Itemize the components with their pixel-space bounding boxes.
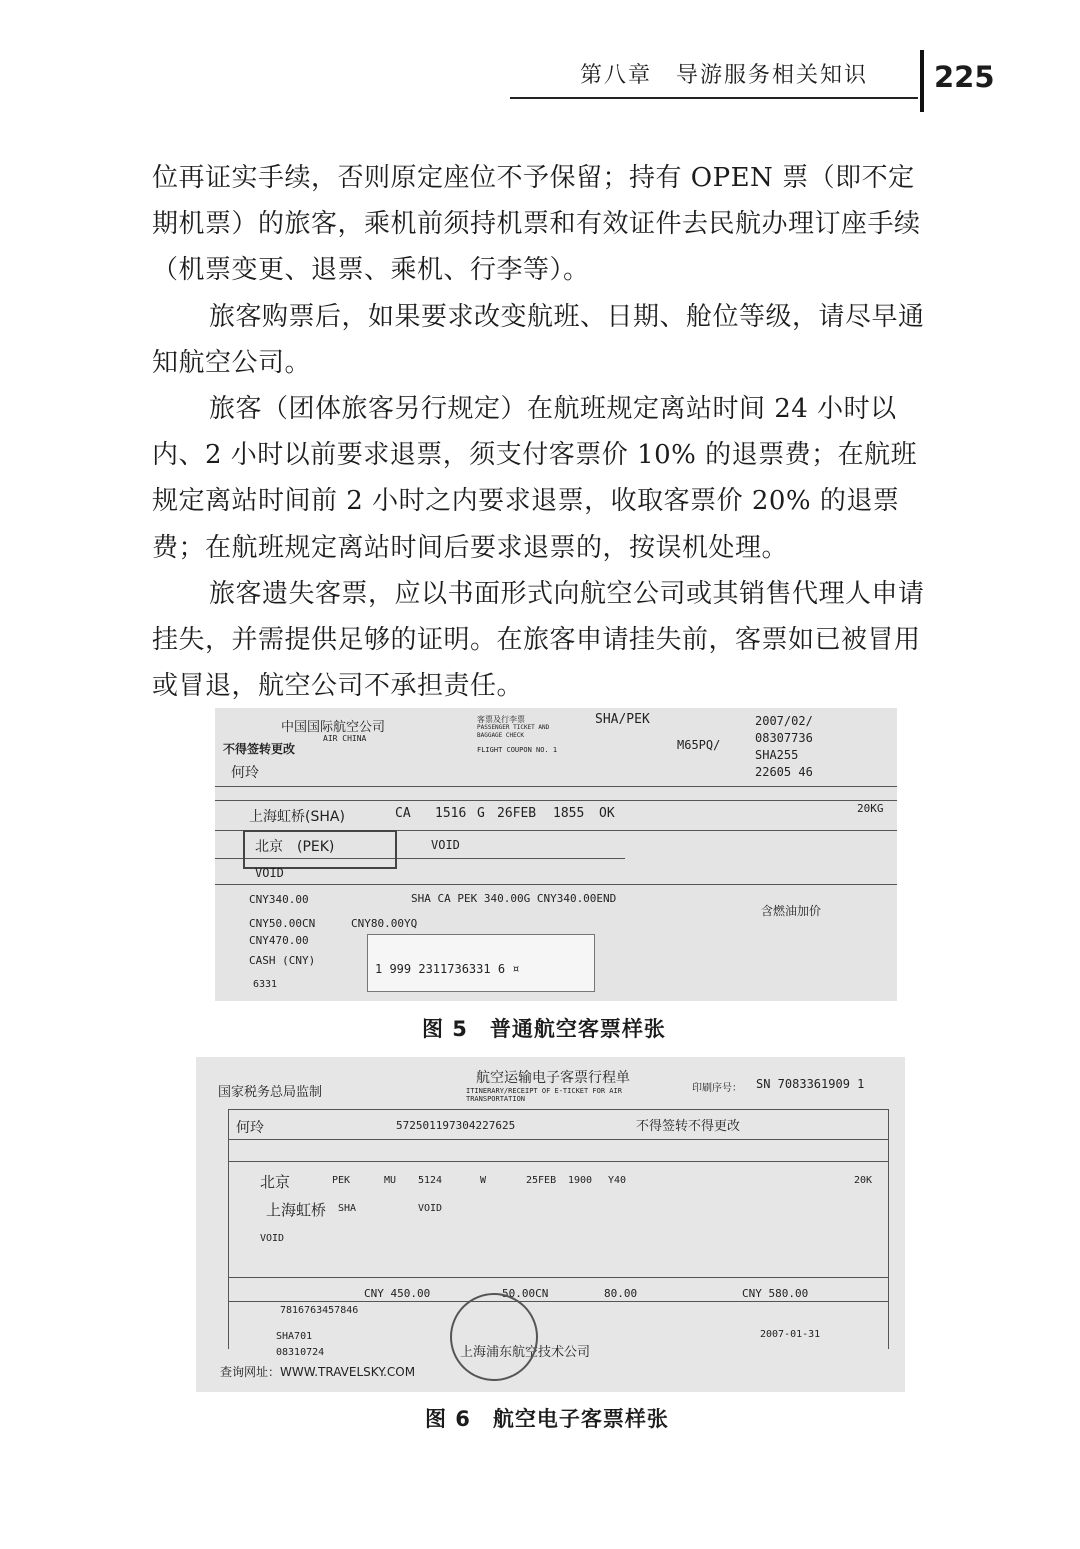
page-number: 225 (934, 60, 995, 94)
header-rule (510, 97, 918, 99)
paragraph-change-flight: 旅客购票后，如果要求改变航班、日期、舱位等级，请尽早通知航空公司。 (152, 301, 925, 378)
ticket-date: 26FEB (497, 806, 537, 821)
eticket-baggage-allow: 20K (854, 1175, 873, 1186)
ticket-void-segment: VOID (431, 838, 460, 852)
paragraph-lost-ticket: 旅客遗失客票，应以书面形式向航空公司或其销售代理人申请挂失，并需提供足够的证明。在旅客申请挂失前，客票如已被冒用或冒退，航空公司不承担责任。 (152, 578, 925, 702)
ticket-agent-code: 08307736 (755, 731, 813, 745)
eticket-rule (228, 1109, 888, 1110)
eticket-tax-cn: 50.00CN (502, 1287, 549, 1300)
ticket-status: OK (599, 806, 615, 821)
ticket-issue-date: 2007/02/ (755, 714, 813, 728)
ticket-fuel-note: 含燃油加价 (761, 904, 822, 918)
ticket-endorsement: 不得签转更改 (223, 742, 296, 756)
eticket-date: 25FEB (526, 1175, 557, 1186)
figure5-caption: 图 5 普通航空客票样张 (422, 1017, 666, 1041)
ticket-number: 1 999 2311736331 6 ¤ (375, 962, 520, 976)
eticket-to-city: 上海虹桥 (266, 1201, 327, 1219)
eticket-endorsement: 不得签转不得更改 (636, 1119, 741, 1134)
ticket-baggage-allow: 20KG (857, 802, 884, 815)
ticket-serial: 6331 (253, 979, 278, 990)
eticket-rule (228, 1161, 888, 1162)
ticket-to-city: 北京 (PEK) (255, 839, 335, 855)
eticket-rule (228, 1277, 888, 1278)
eticket-rule (228, 1139, 888, 1140)
ticket-airline-cn: 中国国际航空公司 (281, 720, 386, 735)
eticket-fare-basis: Y40 (608, 1175, 627, 1186)
paragraph-continuation: 位再证实手续，否则原定座位不予保留；持有 OPEN 票（即不定期机票）的旅客，乘机前须持机票和有效证件去民航办理订座手续（机票变更、退票、乘机、行李等）。 (152, 163, 921, 286)
eticket-to-code: SHA (338, 1203, 357, 1214)
ticket-fare-calc: SHA CA PEK 340.00G CNY340.00END (411, 892, 617, 905)
issuer-stamp (450, 1293, 538, 1381)
ticket-rule (215, 884, 897, 885)
eticket-serial-no: SN 7083361909 1 (756, 1077, 865, 1091)
ticket-from-city: 上海虹桥(SHA) (249, 809, 345, 825)
ticket-payment: CASH (CNY) (249, 954, 316, 967)
eticket-rule (228, 1301, 888, 1302)
ticket-route-code: SHA/PEK (595, 712, 650, 727)
ticket-office: SHA255 (755, 748, 799, 762)
figure-eticket-itinerary (196, 1057, 905, 1392)
paragraph-refund-rules: 旅客（团体旅客另行规定）在航班规定离站时间 24 小时以内、2 小时以前要求退票，须支付客票价 10% 的退票费；在航班规定离站时间前 2 小时之内要求退票，收取客票价 20% 的退票费；在航班规定离站时间后要求退票的，按误机处理。 (152, 394, 918, 563)
eticket-supervisor: 国家税务总局监制 (218, 1085, 323, 1100)
eticket-passenger: 何玲 (236, 1120, 264, 1136)
ticket-coupon: FLIGHT COUPON NO. 1 (477, 746, 558, 754)
eticket-number: 7816763457846 (280, 1305, 359, 1316)
eticket-serial-label: 印刷序号： (692, 1083, 742, 1094)
eticket-rule (228, 1109, 229, 1349)
figure6-caption: 图 6 航空电子客票样张 (425, 1407, 669, 1431)
eticket-title-en: ITINERARY/RECEIPT OF E-TICKET FOR AIR TRANSPORTATION (466, 1087, 622, 1103)
eticket-id-no: 572501197304227625 (396, 1119, 516, 1132)
ticket-doc-title-en: PASSENGER TICKET AND BAGGAGE CHECK (477, 724, 550, 739)
eticket-time: 1900 (568, 1175, 593, 1186)
ticket-tax-yq: CNY80.00YQ (351, 917, 418, 930)
eticket-rule (888, 1109, 889, 1349)
eticket-agent-code: SHA701 (276, 1331, 313, 1342)
eticket-flight: 5124 (418, 1175, 443, 1186)
body-text (152, 155, 932, 709)
eticket-title-cn: 航空运输电子客票行程单 (476, 1070, 630, 1086)
ticket-flight: 1516 (435, 806, 467, 821)
eticket-from-code: PEK (332, 1175, 351, 1186)
eticket-agent-no: 08310724 (276, 1347, 325, 1358)
header-vertical-bar (920, 50, 924, 112)
eticket-issue-date: 2007-01-31 (760, 1329, 821, 1340)
ticket-time: 1855 (553, 806, 585, 821)
eticket-query-url: 查询网址：WWW.TRAVELSKY.COM (220, 1365, 416, 1379)
ticket-fare: CNY340.00 (249, 893, 309, 906)
eticket-class: W (480, 1175, 487, 1186)
ticket-doc-title-cn: 客票及行李票 (477, 715, 525, 724)
ticket-rule (215, 800, 897, 801)
ticket-agent-no: 22605 46 (755, 765, 813, 779)
eticket-void-segment: VOID (418, 1203, 443, 1214)
ticket-airline-en: AIR CHINA (323, 734, 367, 743)
eticket-fare: CNY 450.00 (364, 1287, 431, 1300)
ticket-total: CNY470.00 (249, 934, 309, 947)
ticket-passenger: 何玲 (231, 765, 259, 781)
eticket-carrier: MU (384, 1175, 397, 1186)
running-header-chapter: 第八章 导游服务相关知识 (580, 63, 869, 88)
ticket-void-to: VOID (255, 866, 284, 880)
eticket-void-to: VOID (260, 1233, 285, 1244)
ticket-tax-cn: CNY50.00CN (249, 917, 316, 930)
ticket-carrier: CA (395, 806, 411, 821)
ticket-rule (215, 786, 897, 787)
eticket-issuer: 上海浦东航空技术公司 (460, 1345, 591, 1360)
eticket-tax-yq: 80.00 (604, 1287, 638, 1300)
eticket-total: CNY 580.00 (742, 1287, 809, 1300)
figure-paper-ticket (215, 708, 897, 1001)
ticket-booking-ref: M65PQ/ (677, 738, 721, 752)
eticket-from-city: 北京 (260, 1173, 291, 1191)
ticket-class: G (477, 806, 485, 821)
